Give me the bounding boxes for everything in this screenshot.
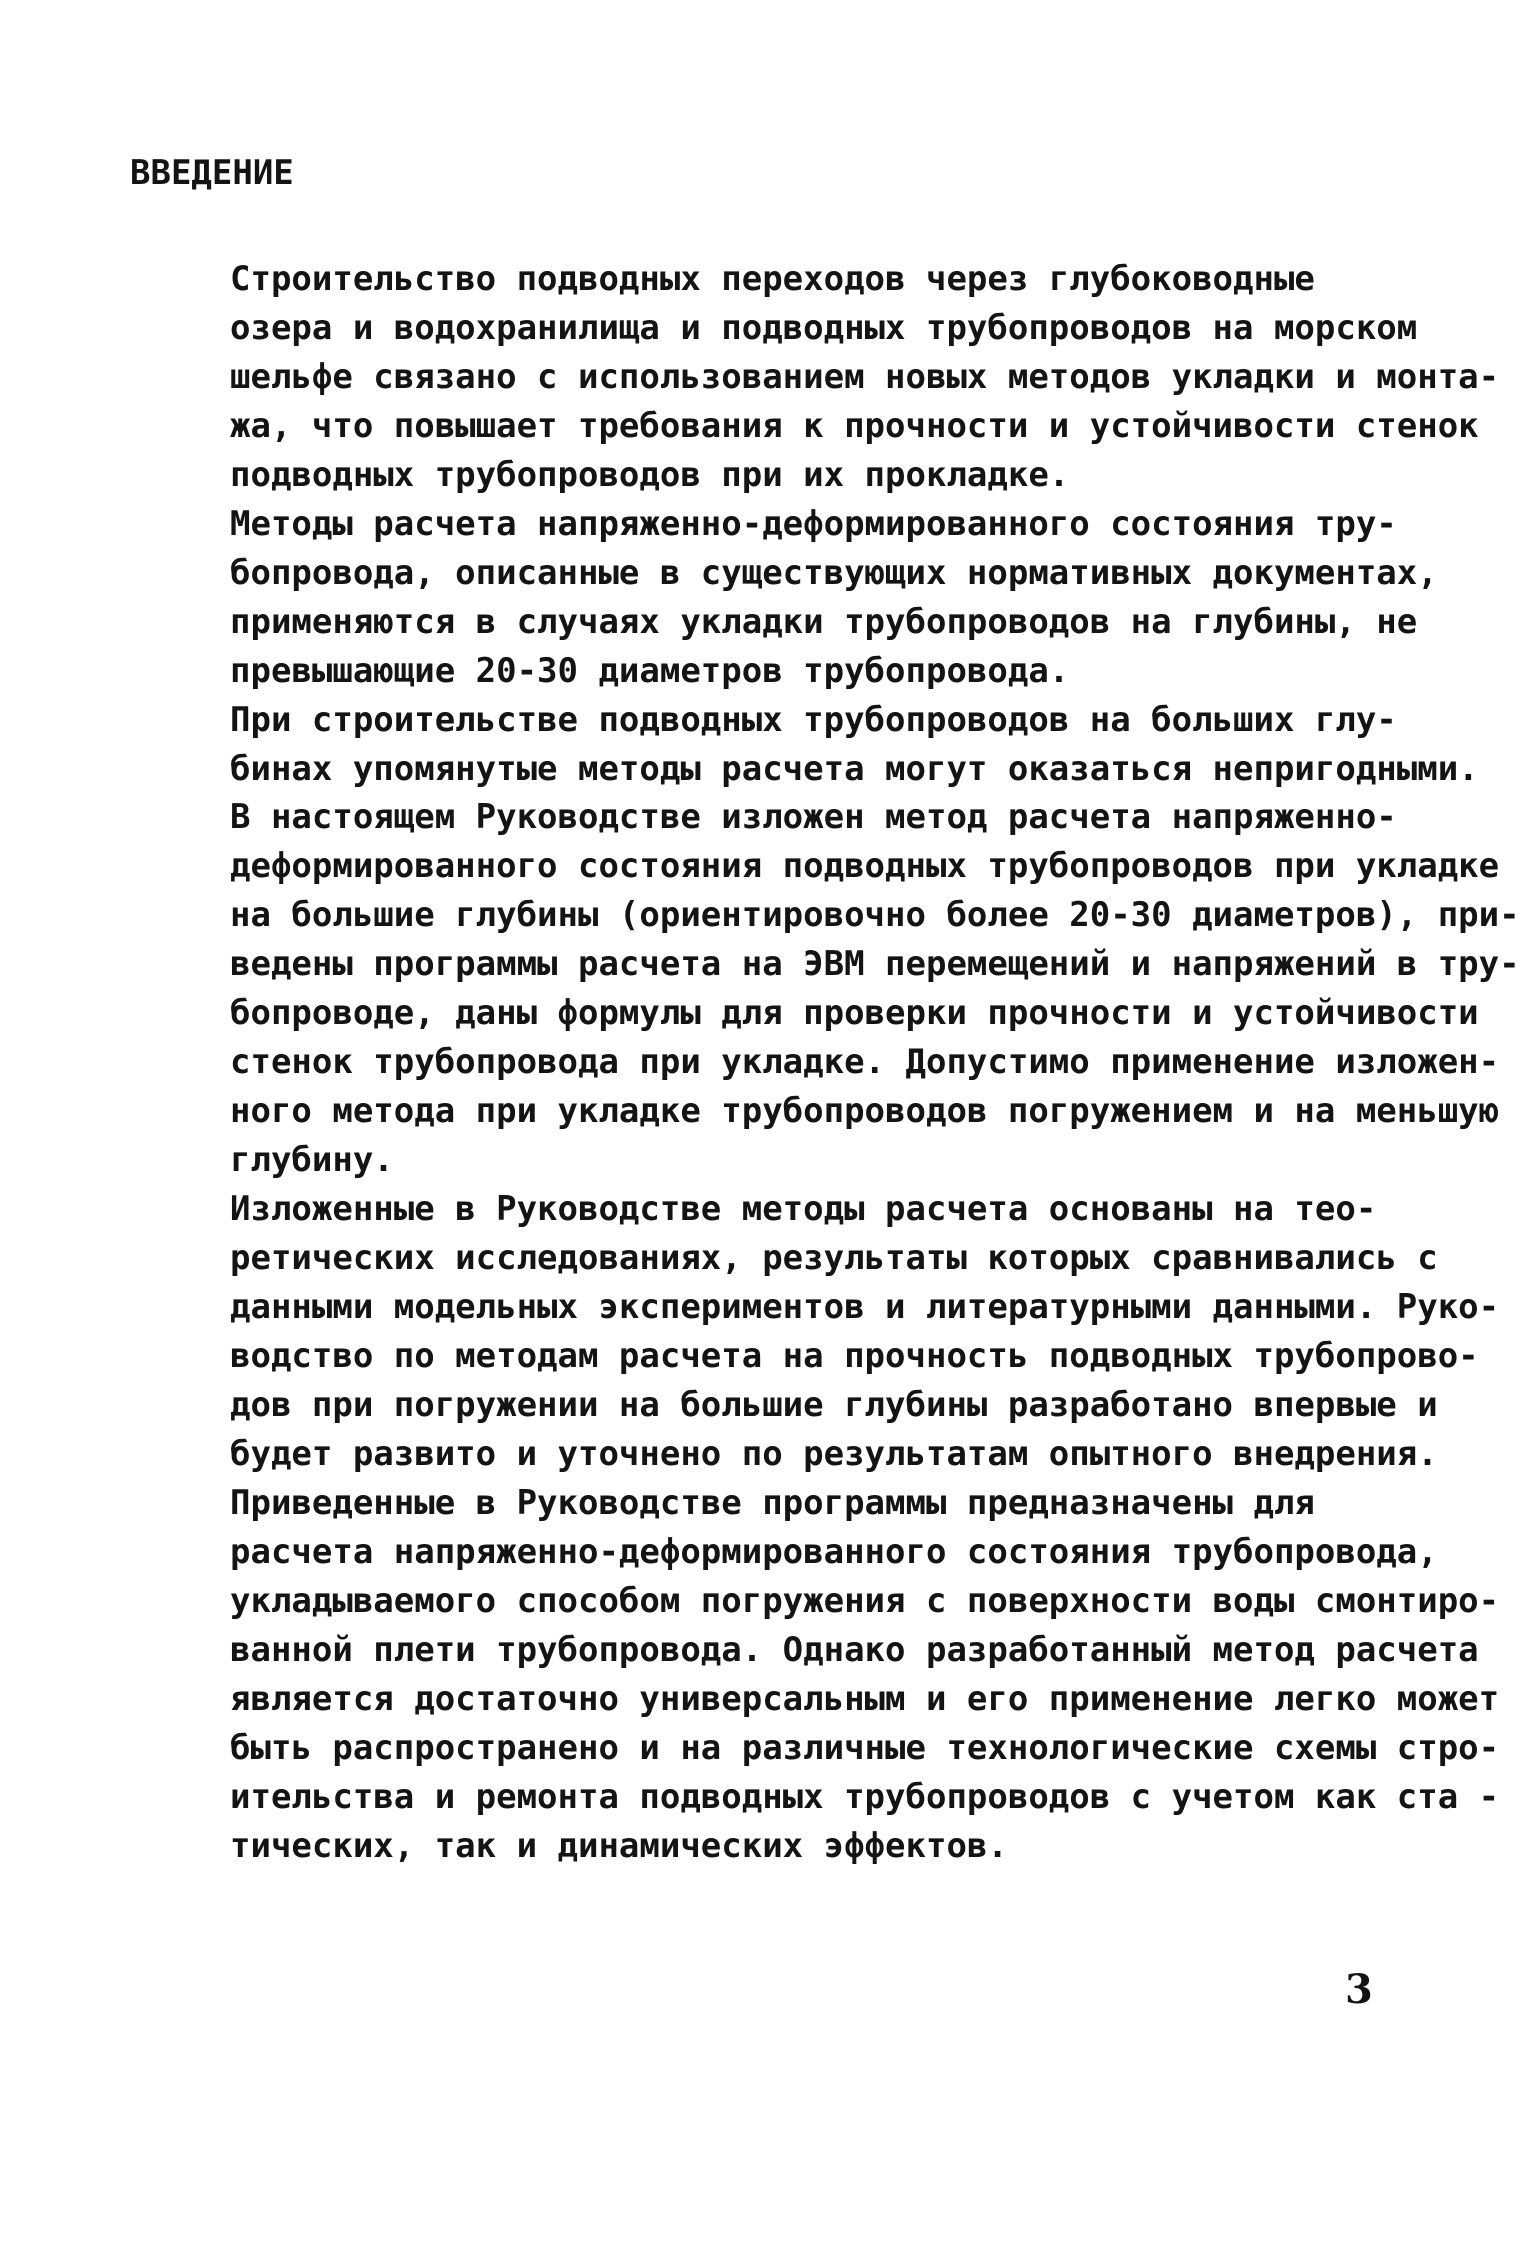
text-line: дов при погружении на большие глубины разработано впервые и [230,1384,1438,1425]
text-line: тических, так и динамических эффектов. [230,1825,1008,1866]
text-line: ретических исследованиях, результаты которых сравнивались с [230,1238,1438,1279]
paragraph-2 [130,500,1438,696]
text-line: превышающие 20-30 диаметров трубопровода. [230,650,1070,691]
text-line: В настоящем Руководстве изложен метод расчета напряженно- [230,797,1397,838]
paragraph-1 [130,255,1500,500]
text-line: ительства и ремонта подводных трубопроводов с учетом как ста - [230,1776,1500,1817]
text-line: данными модельных экспериментов и литературными данными. Руко- [230,1287,1500,1328]
text-line: озера и водохранилища и подводных трубопроводов на морском [230,307,1418,348]
text-line: ного метода при укладке трубопроводов погружением и на меньшую [230,1091,1500,1132]
text-line: глубину. [230,1140,394,1181]
text-line: деформированного состояния подводных трубопроводов при укладке [230,846,1500,887]
text-line: ванной плети трубопровода. Однако разработанный метод расчета [230,1629,1479,1670]
section-heading: ВВЕДЕНИЕ [130,153,294,193]
text-line: Строительство подводных переходов через глубоководные [230,259,1315,299]
text-line: Изложенные в Руководстве методы расчета основаны на тео- [230,1189,1377,1230]
text-line: ведены программы расчета на ЭВМ перемещений и напряжений в тру- [230,944,1520,985]
text-line: подводных трубопроводов при их прокладке. [230,454,1070,495]
text-line: применяются в случаях укладки трубопроводов на глубины, не [230,601,1418,642]
text-line: жа, что повышает требования к прочности и устойчивости стенок [230,405,1479,446]
text-line: Методы расчета напряженно-деформированного состояния тру- [230,503,1397,544]
paragraph-5 [130,1185,1500,1479]
page-number: 3 [1345,1966,1373,2013]
paragraph-3 [130,696,1479,794]
paragraph-4 [130,793,1520,1185]
text-line: является достаточно универсальным и его применение легко может [230,1678,1500,1719]
paragraph-6 [130,1479,1500,1871]
body-text [130,255,1520,1870]
text-line: шельфе связано с использованием новых методов укладки и монта- [230,356,1500,397]
text-line: При строительстве подводных трубопроводов на больших глу- [230,699,1397,740]
text-line: укладываемого способом погружения с поверхности воды смонтиро- [230,1580,1500,1621]
text-line: бопроводе, даны формулы для проверки прочности и устойчивости [230,993,1479,1034]
text-line: будет развито и уточнено по результатам опытного внедрения. [230,1433,1438,1474]
text-line: бопровода, описанные в существующих нормативных документах, [230,552,1438,593]
text-line: стенок трубопровода при укладке. Допустимо применение изложен- [230,1042,1500,1083]
text-line: водство по методам расчета на прочность подводных трубопрово- [230,1335,1479,1376]
text-line: Приведенные в Руководстве программы предназначены для [230,1482,1315,1523]
text-line: быть распространено и на различные технологические схемы стро- [230,1727,1500,1768]
text-line: на большие глубины (ориентировочно более 20-30 диаметров), при- [230,895,1520,936]
text-line: бинах упомянутые методы расчета могут оказаться непригодными. [230,748,1479,789]
text-line: расчета напряженно-деформированного состояния трубопровода, [230,1531,1438,1572]
